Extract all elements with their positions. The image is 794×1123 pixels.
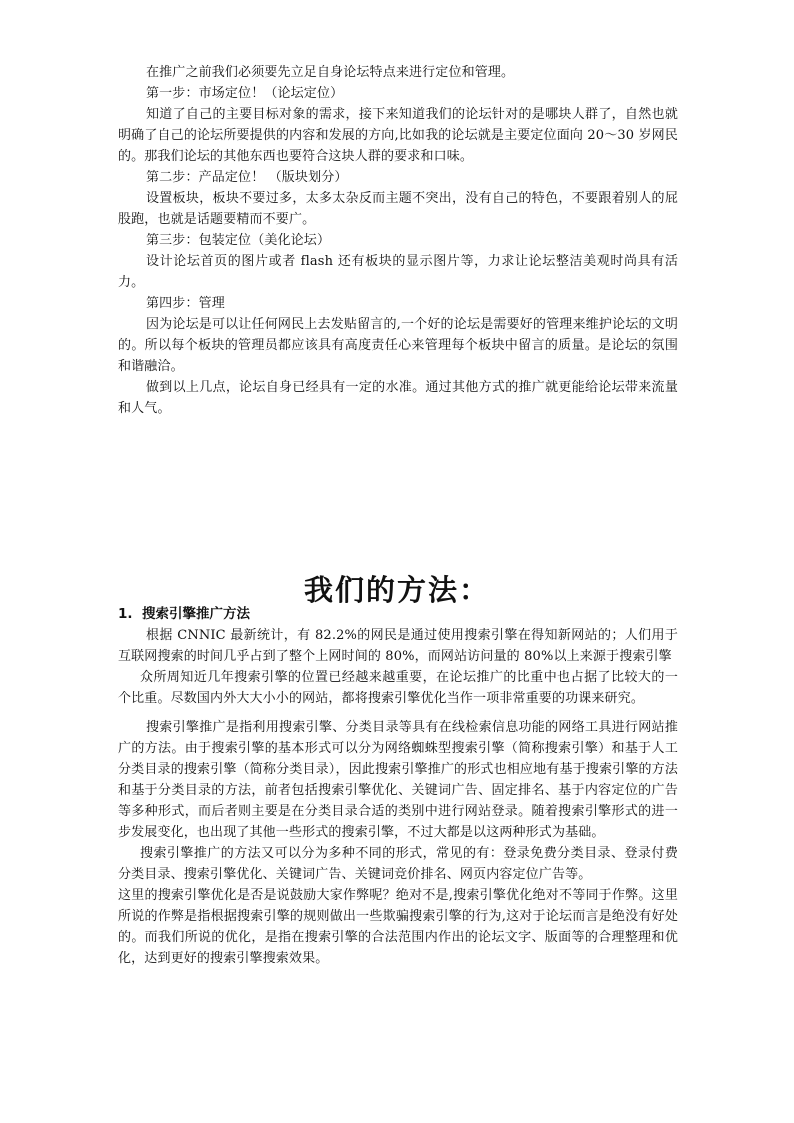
method-paragraph-1: 根据 CNNIC 最新统计，有 82.2%的网民是通过使用搜索引擎在得知新网站的；人们用于互联网搜索的时间几乎占到了整个上网时间的 80%，而网站访问量的 80%以上来源于搜索引擎 [118, 628, 678, 664]
methods-section [118, 604, 678, 969]
step1-body: 知道了自己的主要目标对象的需求，接下来知道我们的论坛针对的是哪块人群了，自然也就明确了自己的论坛所要提供的内容和发展的方向,比如我的论坛就是主要定位面向 20～30 岁网民的。那我们论坛的其他东西也要符合这块人群的要求和口味。 [118, 107, 678, 164]
step2-body: 设置板块，板块不要过多，太多太杂反而主题不突出，没有自己的特色，不要跟着别人的屁股跑，也就是话题要精而不要广。 [118, 191, 678, 227]
method-heading [118, 604, 678, 625]
heading-number: 1. [118, 606, 133, 622]
summary-paragraph: 做到以上几点，论坛自身已经具有一定的水准。通过其他方式的推广就更能给论坛带来流量和人气。 [118, 380, 678, 416]
step3-body: 设计论坛首页的图片或者 flash 还有板块的显示图片等，力求让论坛整洁美观时尚具有活力。 [118, 254, 678, 290]
method-paragraph-5: 这里的搜索引擎优化是否是说鼓励大家作弊呢？绝对不是,搜索引擎优化绝对不等同于作弊。这里所说的作弊是指根据搜索引擎的规则做出一些欺骗搜索引擎的行为,这对于论坛而言是绝没有好处的。而我们所说的优化，是指在搜索引擎的合法范围内作出的论坛文字、版面等的合理整理和优化，达到更好的搜索引擎搜索效果。 [118, 888, 678, 966]
method-paragraph-2: 众所周知近几年搜索引擎的位置已经越来越重要，在论坛推广的比重中也占据了比较大的一个比重。尽数国内外大大小小的网站，都将搜索引擎优化当作一项非常重要的功课来研究。 [118, 670, 678, 706]
forum-positioning-section [118, 62, 678, 419]
step3-title: 第三步：包装定位（美化论坛） [146, 233, 331, 248]
step1-title: 第一步：市场定位！（论坛定位） [146, 86, 344, 101]
heading-text: 搜索引擎推广方法 [142, 606, 250, 622]
paragraph-gap [118, 709, 678, 717]
intro-paragraph: 在推广之前我们必须要先立足自身论坛特点来进行定位和管理。 [146, 65, 515, 80]
method-paragraph-3: 搜索引擎推广是指利用搜索引擎、分类目录等具有在线检索信息功能的网络工具进行网站推广的方法。由于搜索引擎的基本形式可以分为网络蜘蛛型搜索引擎（简称搜索引擎）和基于人工分类目录的搜索引擎（简称分类目录），因此搜索引擎推广的形式也相应地有基于搜索引擎的方法和基于分类目录的方法，前者包括搜索引擎优化、关键词广告、固定排名、基于内容定位的广告等多种形式，而后者则主要是在分类目录合适的类别中进行网站登录。随着搜索引擎形式的进一步发展变化，也出现了其他一些形式的搜索引擎，不过大都是以这两种形式为基础。 [118, 720, 678, 840]
method-paragraph-4: 搜索引擎推广的方法又可以分为多种不同的形式，常见的有：登录免费分类目录、登录付费分类目录、搜索引擎优化、关键词广告、关键词竞价排名、网页内容定位广告等。 [118, 846, 678, 882]
section-title: 我们的方法： [303, 573, 490, 607]
step2-title: 第二步：产品定位！ （版块划分） [146, 170, 348, 185]
step4-body: 因为论坛是可以让任何网民上去发贴留言的,一个好的论坛是需要好的管理来维护论坛的文明的。所以每个板块的管理员都应该具有高度责任心来管理每个板块中留言的质量。是论坛的氛围和谐融洽。 [118, 317, 678, 374]
step4-title: 第四步：管理 [146, 296, 225, 311]
